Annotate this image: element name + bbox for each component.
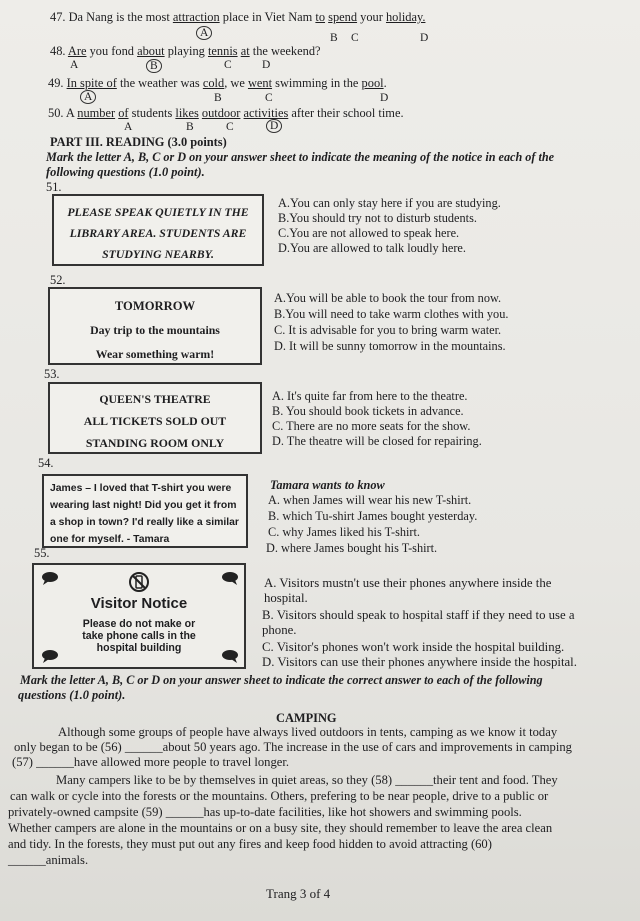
q47-label-a: A — [196, 26, 212, 40]
passage-line2: only began to be (56) ______about 50 years ago. The increase in the use of cars and improvements in camping — [14, 740, 572, 754]
q52-option-c: C. It is advisable for you to bring warm water. — [274, 323, 502, 337]
q51-option-c: C.You are not allowed to speak here. — [278, 226, 460, 240]
q55-option-c: C. Visitor's phones won't work inside the hospital building. — [262, 640, 565, 654]
q50-label-a: A — [124, 121, 133, 133]
q52-option-a: A.You will be able to book the tour from now. — [274, 291, 502, 305]
speech-bubble-icon — [220, 571, 240, 585]
q55-notice-line1: Please do not make or — [82, 618, 196, 630]
q48-label-c: C — [224, 59, 232, 71]
passage-line8: and tidy. In the forests, they must put out any fires and keep food hidden to avoid attracting (60) — [8, 837, 492, 851]
q50-label-d: D — [266, 119, 282, 133]
q53-option-c: C. There are no more seats for the show. — [272, 419, 471, 433]
q50-label-c: C — [226, 121, 234, 133]
q55-notice-title: Visitor Notice — [90, 595, 188, 612]
q48-label-d: D — [262, 59, 271, 71]
q52-option-d: D. It will be sunny tomorrow in the mountains. — [274, 339, 506, 353]
cloze-instruction-line2: questions (1.0 point). — [18, 688, 126, 702]
q53-notice: QUEEN'S THEATRE ALL TICKETS SOLD OUT STANDING ROOM ONLY — [48, 382, 262, 454]
part3-instruction-line2: following questions (1.0 point). — [46, 165, 205, 179]
q55-option-b: B. Visitors should speak to hospital staff if they need to use a — [262, 608, 575, 622]
q51-number: 51. — [46, 180, 62, 194]
q54-number: 54. — [38, 456, 54, 470]
page-footer: Trang 3 of 4 — [266, 886, 331, 901]
passage-line7: Whether campers are alone in the mountains or on a busy site, they should remember to leave the area clean — [8, 821, 553, 835]
q47-label-c: C — [351, 32, 359, 44]
q47-label-b: B — [330, 32, 338, 44]
q51-option-b: B.You should try not to disturb students. — [278, 211, 477, 225]
q54-stem: Tamara wants to know — [270, 478, 385, 492]
q53-option-b: B. You should book tickets in advance. — [272, 404, 464, 418]
q54-option-a: A. when James will wear his new T-shirt. — [268, 493, 472, 507]
passage-line3: (57) ______have allowed more people to travel longer. — [12, 755, 289, 769]
question-50: 50. A number of students likes outdoor activities after their school time. — [48, 106, 404, 120]
q52-option-b: B.You will need to take warm clothes with you. — [274, 307, 509, 321]
q55-option-b-cont: phone. — [262, 623, 297, 637]
q48-label-b: B — [146, 59, 162, 73]
passage-line9: ______animals. — [8, 853, 89, 867]
q55-number: 55. — [34, 546, 50, 560]
q51-option-d: D.You are allowed to talk loudly here. — [278, 241, 466, 255]
q54-notice: James – I loved that T-shirt you were wearing last night! Did you get it from a shop in town? I'd really like a similar one for myself. - Tamara — [42, 474, 248, 548]
passage-line5: can walk or cycle into the forests or the mountains. Others, prefering to be near people, drive to a public or — [10, 789, 549, 803]
q54-option-b: B. which Tu-shirt James bought yesterday. — [268, 509, 478, 523]
question-49: 49. In spite of the weather was cold, we went swimming in the pool. — [48, 76, 387, 90]
q53-number: 53. — [44, 367, 60, 381]
cloze-instruction-line1: Mark the letter A, B, C or D on your answer sheet to indicate the correct answer to each of the following — [20, 673, 543, 687]
q55-notice — [32, 563, 246, 669]
q52-notice: TOMORROW Day trip to the mountains Wear something warm! — [48, 287, 262, 365]
q52-number: 52. — [50, 273, 66, 287]
q55-notice-line3: hospital building — [96, 642, 182, 654]
q50-label-b: B — [186, 121, 194, 133]
part3-title: PART III. READING (3.0 points) — [50, 135, 227, 149]
q49-label-a: A — [80, 90, 96, 104]
q55-option-a: A. Visitors mustn't use their phones anywhere inside the — [264, 576, 552, 590]
q54-option-c: C. why James liked his T-shirt. — [268, 525, 421, 539]
passage-line6: privately-owned campsite (59) ______has up-to-date facilities, like hot showers and swimming pools. — [8, 805, 522, 819]
q51-notice: PLEASE SPEAK QUIETLY IN THE LIBRARY AREA. STUDENTS ARE STUDYING NEARBY. — [52, 194, 264, 266]
question-48: 48. Are you fond about playing tennis at the weekend? — [50, 44, 321, 58]
q55-option-a-cont: hospital. — [264, 591, 308, 605]
q53-option-a: A. It's quite far from here to the theatre. — [272, 389, 468, 403]
no-phone-icon — [128, 571, 150, 593]
passage-line4: Many campers like to be by themselves in quiet areas, so they (58) ______their tent and food. They — [56, 773, 558, 787]
speech-bubble-icon — [40, 571, 60, 585]
q47-label-d: D — [420, 32, 429, 44]
q53-option-d: D. The theatre will be closed for repairing. — [272, 434, 482, 448]
part3-instruction-line1: Mark the letter A, B, C or D on your answer sheet to indicate the meaning of the notice in each of the — [46, 150, 555, 164]
passage-line1: Although some groups of people have always lived outdoors in tents, camping as we know it today — [58, 725, 558, 739]
q51-option-a: A.You can only stay here if you are studying. — [278, 196, 501, 210]
q49-label-c: C — [265, 92, 273, 104]
q55-option-d: D. Visitors can use their phones anywhere inside the hospital. — [262, 655, 577, 669]
passage-title: CAMPING — [276, 711, 337, 725]
q49-label-d: D — [380, 92, 389, 104]
q49-label-b: B — [214, 92, 222, 104]
question-47: 47. Da Nang is the most attraction place in Viet Nam to spend your holiday. — [50, 10, 426, 24]
q54-option-d: D. where James bought his T-shirt. — [266, 541, 438, 555]
q55-notice-line2: take phone calls in the — [82, 630, 196, 642]
q48-label-a: A — [70, 59, 79, 71]
